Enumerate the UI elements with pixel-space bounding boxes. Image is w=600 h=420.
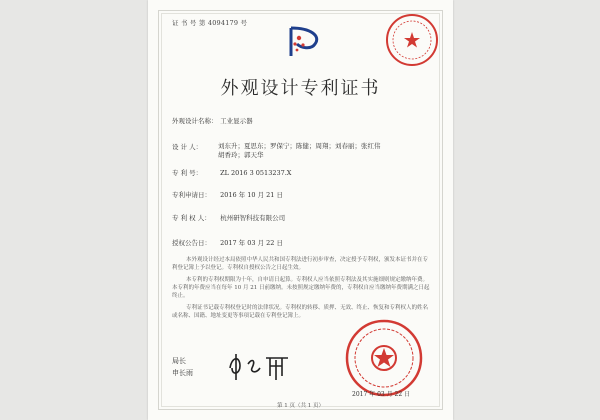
certificate-title: 外观设计专利证书	[220, 78, 381, 99]
design-name-row	[172, 116, 253, 125]
director-name: 申长雨	[172, 369, 193, 377]
designers-line-1: 刘东升；夏思东；罗保宁；陈健；周翔；刘春丽；张红伟	[218, 142, 381, 150]
national-emblem-seal-icon	[344, 318, 424, 398]
certificate-number: 证 书 号 第 4094179 号	[172, 19, 248, 27]
designer-label: 设 计 人：	[172, 143, 203, 151]
patent-number-value: ZL 2016 3 0513237.X	[220, 169, 292, 177]
patentee-row	[172, 213, 285, 222]
filing-date-label: 专利申请日：	[172, 191, 211, 199]
paragraph-1-text: 本外观设计经过本局依照中华人民共和国专利法进行初步审查，决定授予专利权，颁发本证书并在专利登记簿上予以登记。专利权自授权公告之日起生效。	[172, 257, 429, 271]
filing-date-row	[172, 190, 283, 199]
paragraph-1	[172, 256, 430, 272]
paragraph-2-text: 本专利的专利权期限为十年，自申请日起算。专利权人应当依照专利法及其实施细则规定缴纳年费。本专利的年费应当在每年 10 月 21 日前缴纳。未按照规定缴纳年费的，专利权自应当缴纳年费期满之日起终止。	[172, 277, 430, 299]
certificate-page	[148, 0, 453, 420]
patent-number-label: 专 利 号：	[172, 169, 203, 177]
red-seal-icon	[384, 12, 440, 68]
designer-row	[172, 142, 218, 151]
designer-values	[218, 142, 381, 160]
patentee-value: 杭州研智科技有限公司	[220, 214, 286, 222]
paragraph-3-text: 专利证书记载专利权登记时的法律状况。专利权的转移、质押、无效、终止、恢复和专利权人的姓名或名称、国籍、地址变更等事项记载在专利登记簿上。	[172, 305, 429, 319]
patentee-label: 专 利 权 人：	[172, 214, 211, 222]
grant-date-row	[172, 238, 283, 247]
signature-image	[226, 350, 294, 382]
director-title: 局长	[172, 357, 186, 365]
filing-date-value: 2016 年 10 月 21 日	[220, 191, 283, 199]
patent-number-row	[172, 168, 291, 177]
sipo-logo-icon	[285, 22, 325, 62]
seal-date: 2017 年 03 月 22 日	[352, 391, 411, 398]
design-name-label: 外观设计名称：	[172, 117, 218, 125]
designers-line-2: 胡香玲；郭天华	[218, 151, 264, 159]
paragraph-2	[172, 276, 430, 300]
design-name-value: 工业显示器	[220, 117, 253, 125]
grant-date-value: 2017 年 03 月 22 日	[220, 239, 283, 247]
page-footer: 第 1 页（共 1 页）	[277, 403, 324, 409]
grant-date-label: 授权公告日：	[172, 239, 211, 247]
